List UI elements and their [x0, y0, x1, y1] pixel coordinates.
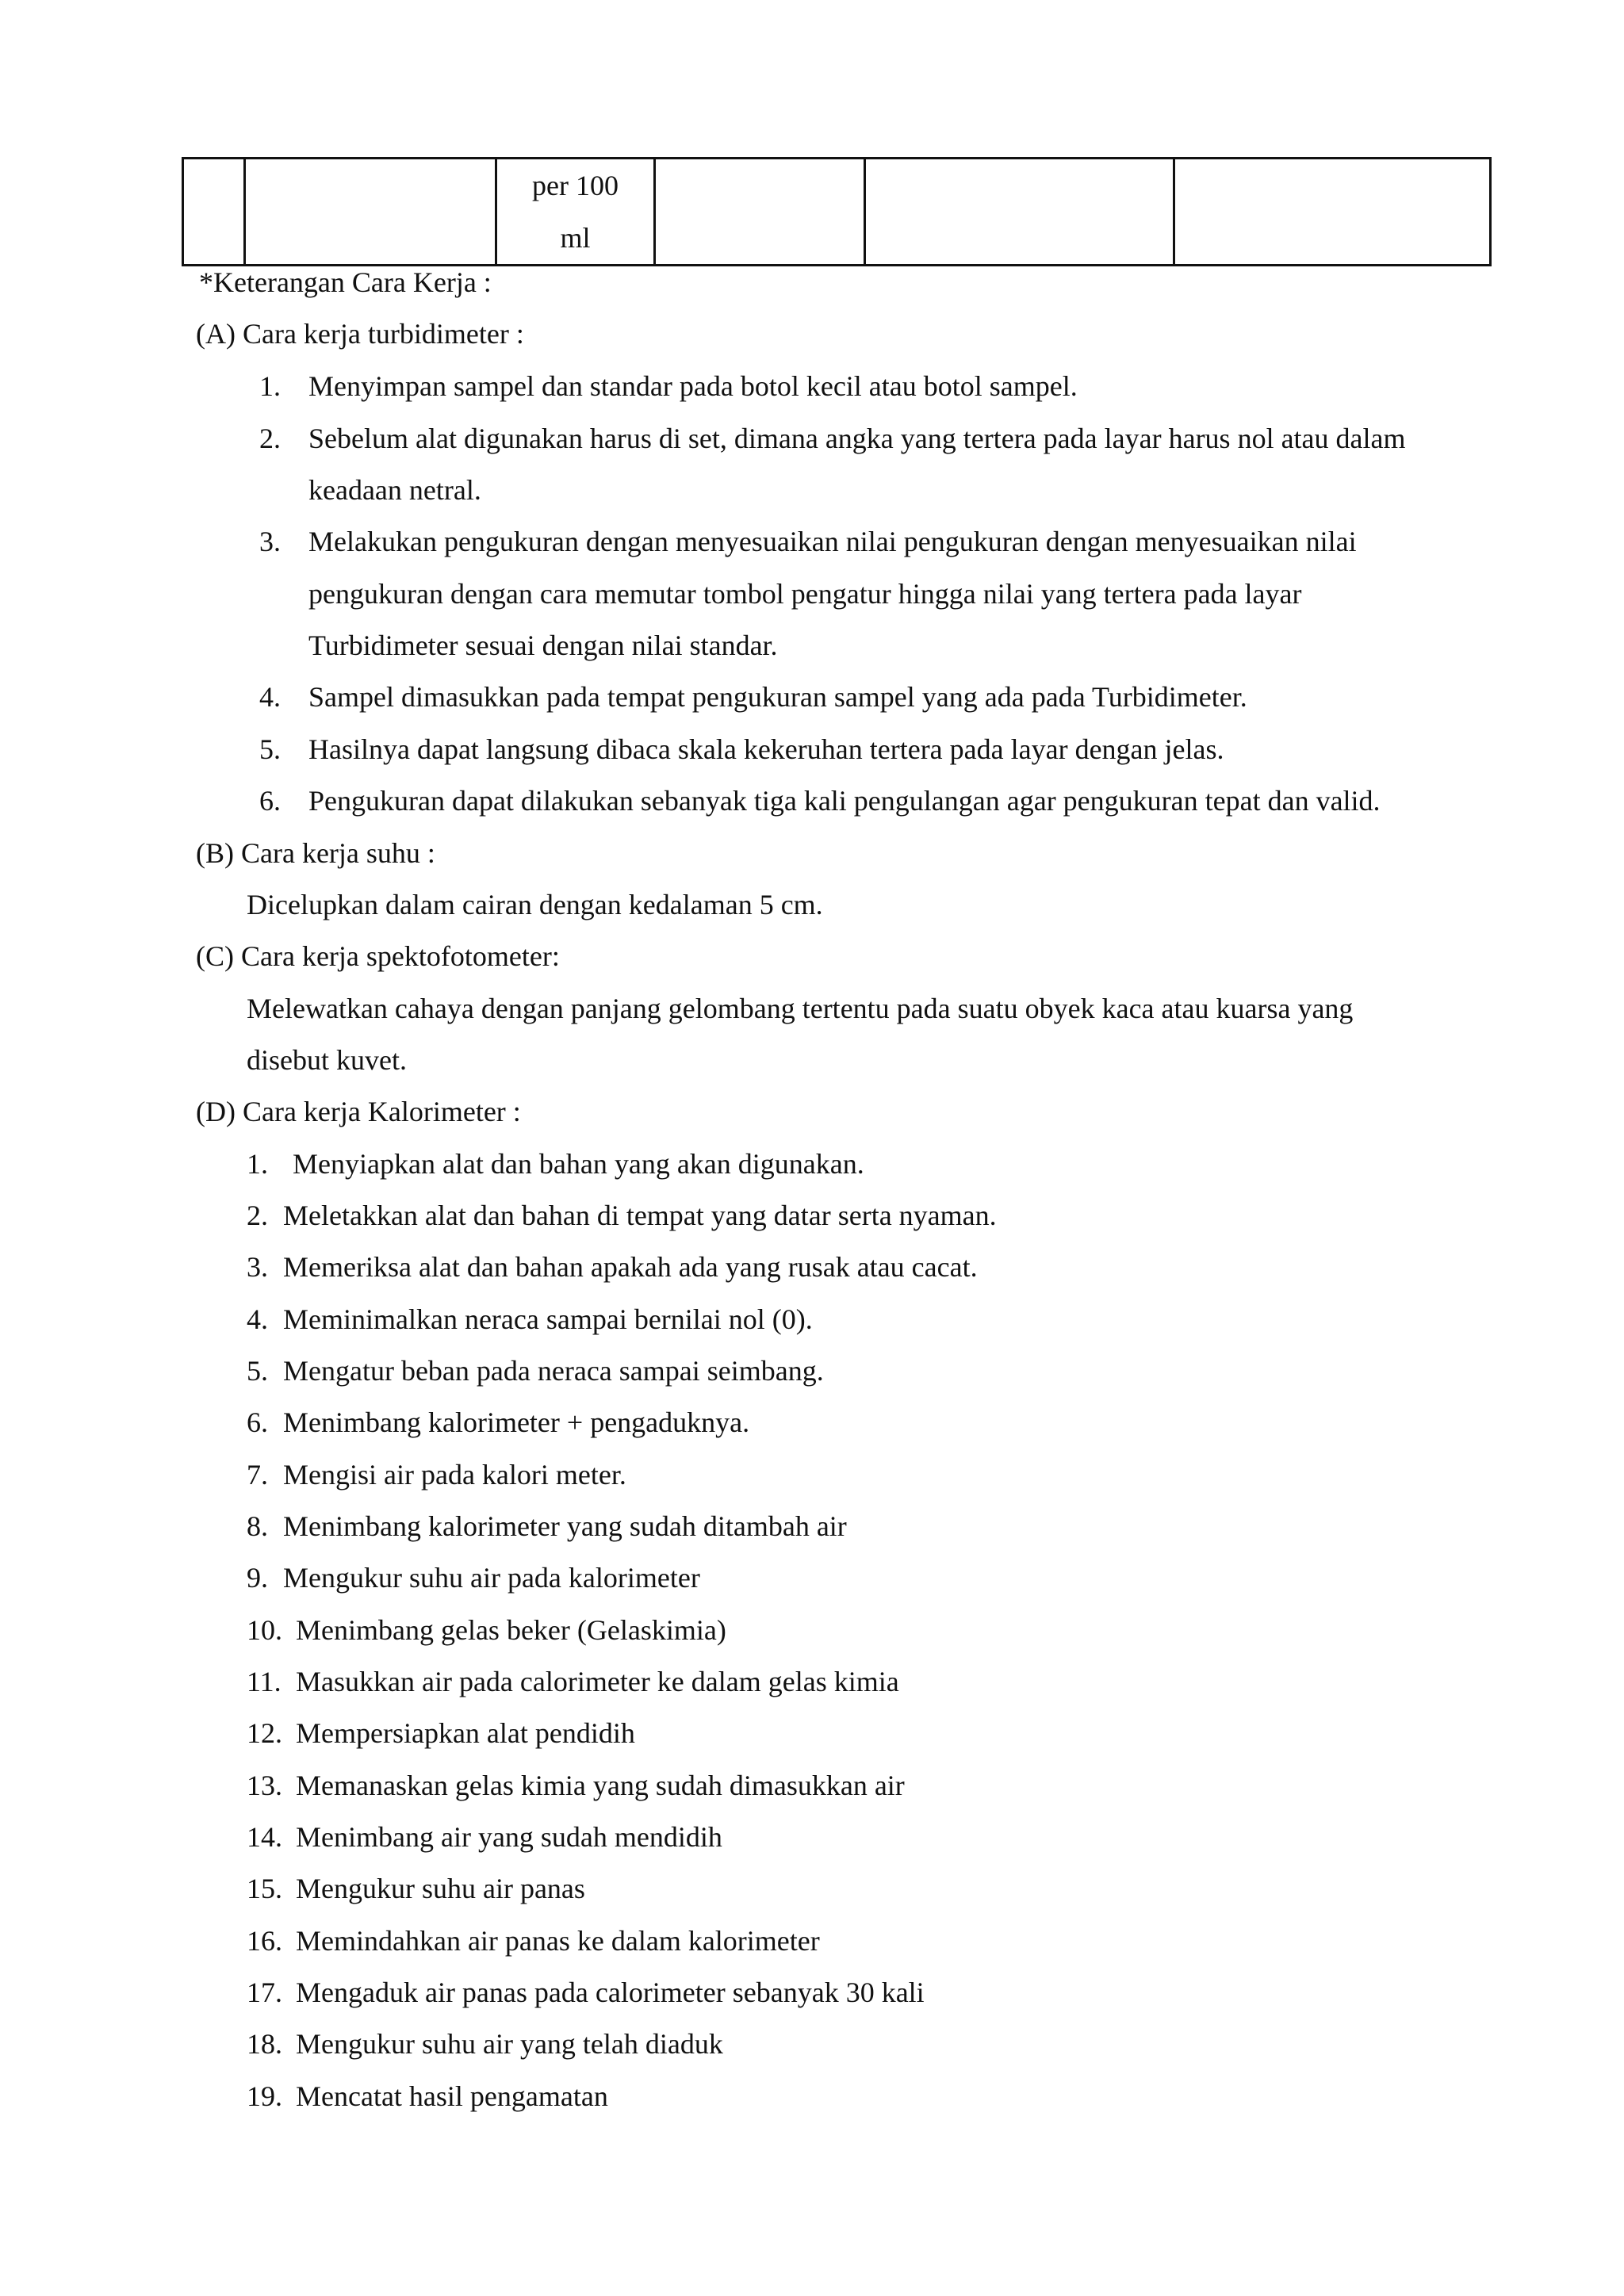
section-b-heading: (B) Cara kerja suhu :	[196, 837, 435, 869]
list-item-number: 19.	[247, 2080, 282, 2112]
list-item-number: 3.	[259, 526, 281, 557]
list-item-number: 6.	[247, 1406, 268, 1438]
section-c-heading: (C) Cara kerja spektofotometer:	[196, 940, 560, 972]
list-item: Menimbang gelas beker (Gelaskimia)	[296, 1614, 726, 1646]
section-a-heading: (A) Cara kerja turbidimeter :	[196, 318, 524, 350]
list-item: Sebelum alat digunakan harus di set, dimana angka yang tertera pada layar harus nol atau dalam	[308, 423, 1406, 454]
list-item: Menimbang air yang sudah mendidih	[296, 1821, 722, 1853]
list-item-number: 5.	[259, 733, 281, 765]
list-item-number: 6.	[259, 785, 281, 817]
list-item-number: 18.	[247, 2028, 282, 2060]
list-item-number: 4.	[259, 681, 281, 713]
list-item-number: 1.	[247, 1148, 268, 1180]
table-cell	[183, 159, 245, 266]
list-item-number: 10.	[247, 1614, 282, 1646]
list-item-number: 8.	[247, 1510, 268, 1542]
section-b-text: Dicelupkan dalam cairan dengan kedalaman 5 cm.	[247, 889, 823, 920]
list-item: Menimbang kalorimeter + pengaduknya.	[283, 1406, 750, 1438]
list-item: Memeriksa alat dan bahan apakah ada yang rusak atau cacat.	[283, 1251, 978, 1283]
list-item-number: 1.	[259, 370, 281, 402]
list-item: Menyiapkan alat dan bahan yang akan digunakan.	[293, 1148, 864, 1180]
unit-line-2: ml	[560, 222, 591, 254]
table-cell-unit	[496, 159, 655, 266]
list-item-number: 4.	[247, 1303, 268, 1335]
list-item-number: 15.	[247, 1873, 282, 1904]
table-cell	[245, 159, 496, 266]
list-item: Mengatur beban pada neraca sampai seimbang.	[283, 1355, 824, 1387]
list-item: Mempersiapkan alat pendidih	[296, 1717, 635, 1749]
list-item-number: 16.	[247, 1925, 282, 1957]
table-cell	[655, 159, 865, 266]
section-c-text-continuation: disebut kuvet.	[247, 1044, 407, 1076]
list-item-number: 14.	[247, 1821, 282, 1853]
list-item-continuation: keadaan netral.	[308, 474, 481, 506]
list-item-number: 2.	[247, 1200, 268, 1231]
list-item: Meletakkan alat dan bahan di tempat yang datar serta nyaman.	[283, 1200, 997, 1231]
list-item: Masukkan air pada calorimeter ke dalam gelas kimia	[296, 1666, 899, 1697]
list-item-number: 2.	[259, 423, 281, 454]
section-c-text: Melewatkan cahaya dengan panjang gelombang tertentu pada suatu obyek kaca atau kuarsa yang	[247, 993, 1354, 1024]
unit-line-1: per 100	[532, 170, 619, 201]
data-table-fragment	[182, 157, 1492, 266]
keterangan-title: *Keterangan Cara Kerja :	[199, 266, 492, 298]
list-item-number: 12.	[247, 1717, 282, 1749]
list-item: Menyimpan sampel dan standar pada botol kecil atau botol sampel.	[308, 370, 1078, 402]
list-item-number: 9.	[247, 1562, 268, 1594]
list-item-continuation: Turbidimeter sesuai dengan nilai standar.	[308, 629, 778, 661]
table-cell	[1174, 159, 1491, 266]
list-item: Sampel dimasukkan pada tempat pengukuran sampel yang ada pada Turbidimeter.	[308, 681, 1247, 713]
list-item-number: 13.	[247, 1770, 282, 1801]
list-item-number: 3.	[247, 1251, 268, 1283]
table-cell	[865, 159, 1174, 266]
list-item: Hasilnya dapat langsung dibaca skala kekeruhan tertera pada layar dengan jelas.	[308, 733, 1224, 765]
list-item: Mengukur suhu air pada kalorimeter	[283, 1562, 700, 1594]
list-item: Mengisi air pada kalori meter.	[283, 1459, 626, 1490]
list-item: Pengukuran dapat dilakukan sebanyak tiga kali pengulangan agar pengukuran tepat dan valid.	[308, 785, 1381, 817]
section-d-heading: (D) Cara kerja Kalorimeter :	[196, 1096, 521, 1127]
list-item: Mencatat hasil pengamatan	[296, 2080, 608, 2112]
list-item: Meminimalkan neraca sampai bernilai nol (0).	[283, 1303, 813, 1335]
list-item: Memindahkan air panas ke dalam kalorimeter	[296, 1925, 820, 1957]
list-item: Mengaduk air panas pada calorimeter sebanyak 30 kali	[296, 1976, 925, 2008]
list-item-number: 17.	[247, 1976, 282, 2008]
list-item: Menimbang kalorimeter yang sudah ditambah air	[283, 1510, 847, 1542]
list-item: Mengukur suhu air panas	[296, 1873, 585, 1904]
list-item-number: 5.	[247, 1355, 268, 1387]
list-item-continuation: pengukuran dengan cara memutar tombol pengatur hingga nilai yang tertera pada layar	[308, 578, 1302, 610]
list-item-number: 11.	[247, 1666, 282, 1697]
list-item: Mengukur suhu air yang telah diaduk	[296, 2028, 723, 2060]
list-item-number: 7.	[247, 1459, 268, 1490]
table-row	[183, 159, 1491, 266]
list-item: Memanaskan gelas kimia yang sudah dimasukkan air	[296, 1770, 905, 1801]
list-item: Melakukan pengukuran dengan menyesuaikan nilai pengukuran dengan menyesuaikan nilai	[308, 526, 1357, 557]
